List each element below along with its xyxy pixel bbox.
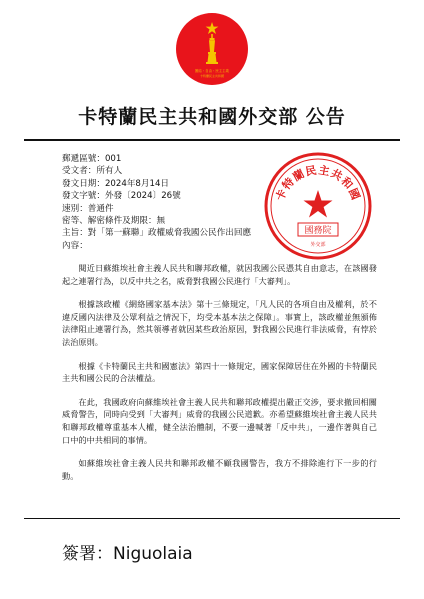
meta-recipient: 受文者：所有人	[62, 166, 123, 177]
meta-issue-date: 發文日期：2024年8月14日	[62, 178, 170, 189]
official-seal-icon	[262, 150, 374, 262]
page-title: 卡特蘭民主共和國外交部 公告	[78, 106, 346, 128]
meta-speed: 速別：普通件	[62, 203, 114, 214]
emblem-country: 卡特蘭民主共和國	[199, 74, 225, 78]
meta-classification: 密等、解密條件及期限：無	[62, 216, 166, 227]
meta-subject: 主旨：對「第一蘇聯」政權威脅我國公民作出回應	[62, 228, 252, 239]
paragraph-3: 根據《卡特蘭民主共和國憲法》第四十一條規定，國家保障居住在外國的卡特蘭民主共和國公民的合法權益。	[62, 360, 377, 384]
signature: 簽署：Niguolaia	[62, 544, 193, 564]
meta-postal-code: 郵遞區號：001	[62, 154, 122, 164]
header-divider	[24, 139, 400, 141]
paragraph-5: 如蘇維埃社會主義人民共和聯邦政權不顧我國警告，我方不排除進行下一步的行動。	[62, 458, 377, 481]
meta-document-number: 發文字號：外發〔2024〕26號	[62, 191, 181, 202]
seal-sub-text: 外交部	[310, 242, 326, 248]
paragraph-2: 根據該政權《網絡國家基本法》第十三條規定，「凡人民的各項自由及權利，於不違反國內法律及公眾利益之情況下，均受本基本法之保障」。事實上，該政權並無頒佈法律阻止連署行為，然其領導者就因某些政治原因，對我國公民進行非法威脅，有悖於法治原則。	[62, 299, 377, 347]
meta-content-label: 內容：	[62, 240, 88, 251]
emblem-motto: 團結・自由・民主主義	[195, 69, 229, 73]
tower-star-emblem-icon	[175, 12, 249, 86]
paragraph-4: 在此，我國政府向蘇維埃社會主義人民共和聯邦政權提出嚴正交涉，要求撤回相關威脅警告，同時向受到「大審判」威脅的我國公民道歉。亦希望蘇維埃社會主義人民共和聯邦政權尊重基本人權，健全法治體制，不要一邊喊著「反中共」，一邊作著與自己口中的中共相同的事情。	[62, 396, 377, 445]
footer-divider	[24, 518, 400, 519]
seal-ring-text: 卡特蘭民主共和國	[273, 163, 363, 203]
announcement-body	[62, 262, 377, 493]
paragraph-1: 閱近日蘇維埃社會主義人民共和聯邦政權，就因我國公民憑其自由意志，在該國發起之連署行為，以反中共之名，威脅對我國公民進行「大審判」。	[62, 263, 377, 286]
seal-center-text: 國務院	[304, 226, 332, 236]
